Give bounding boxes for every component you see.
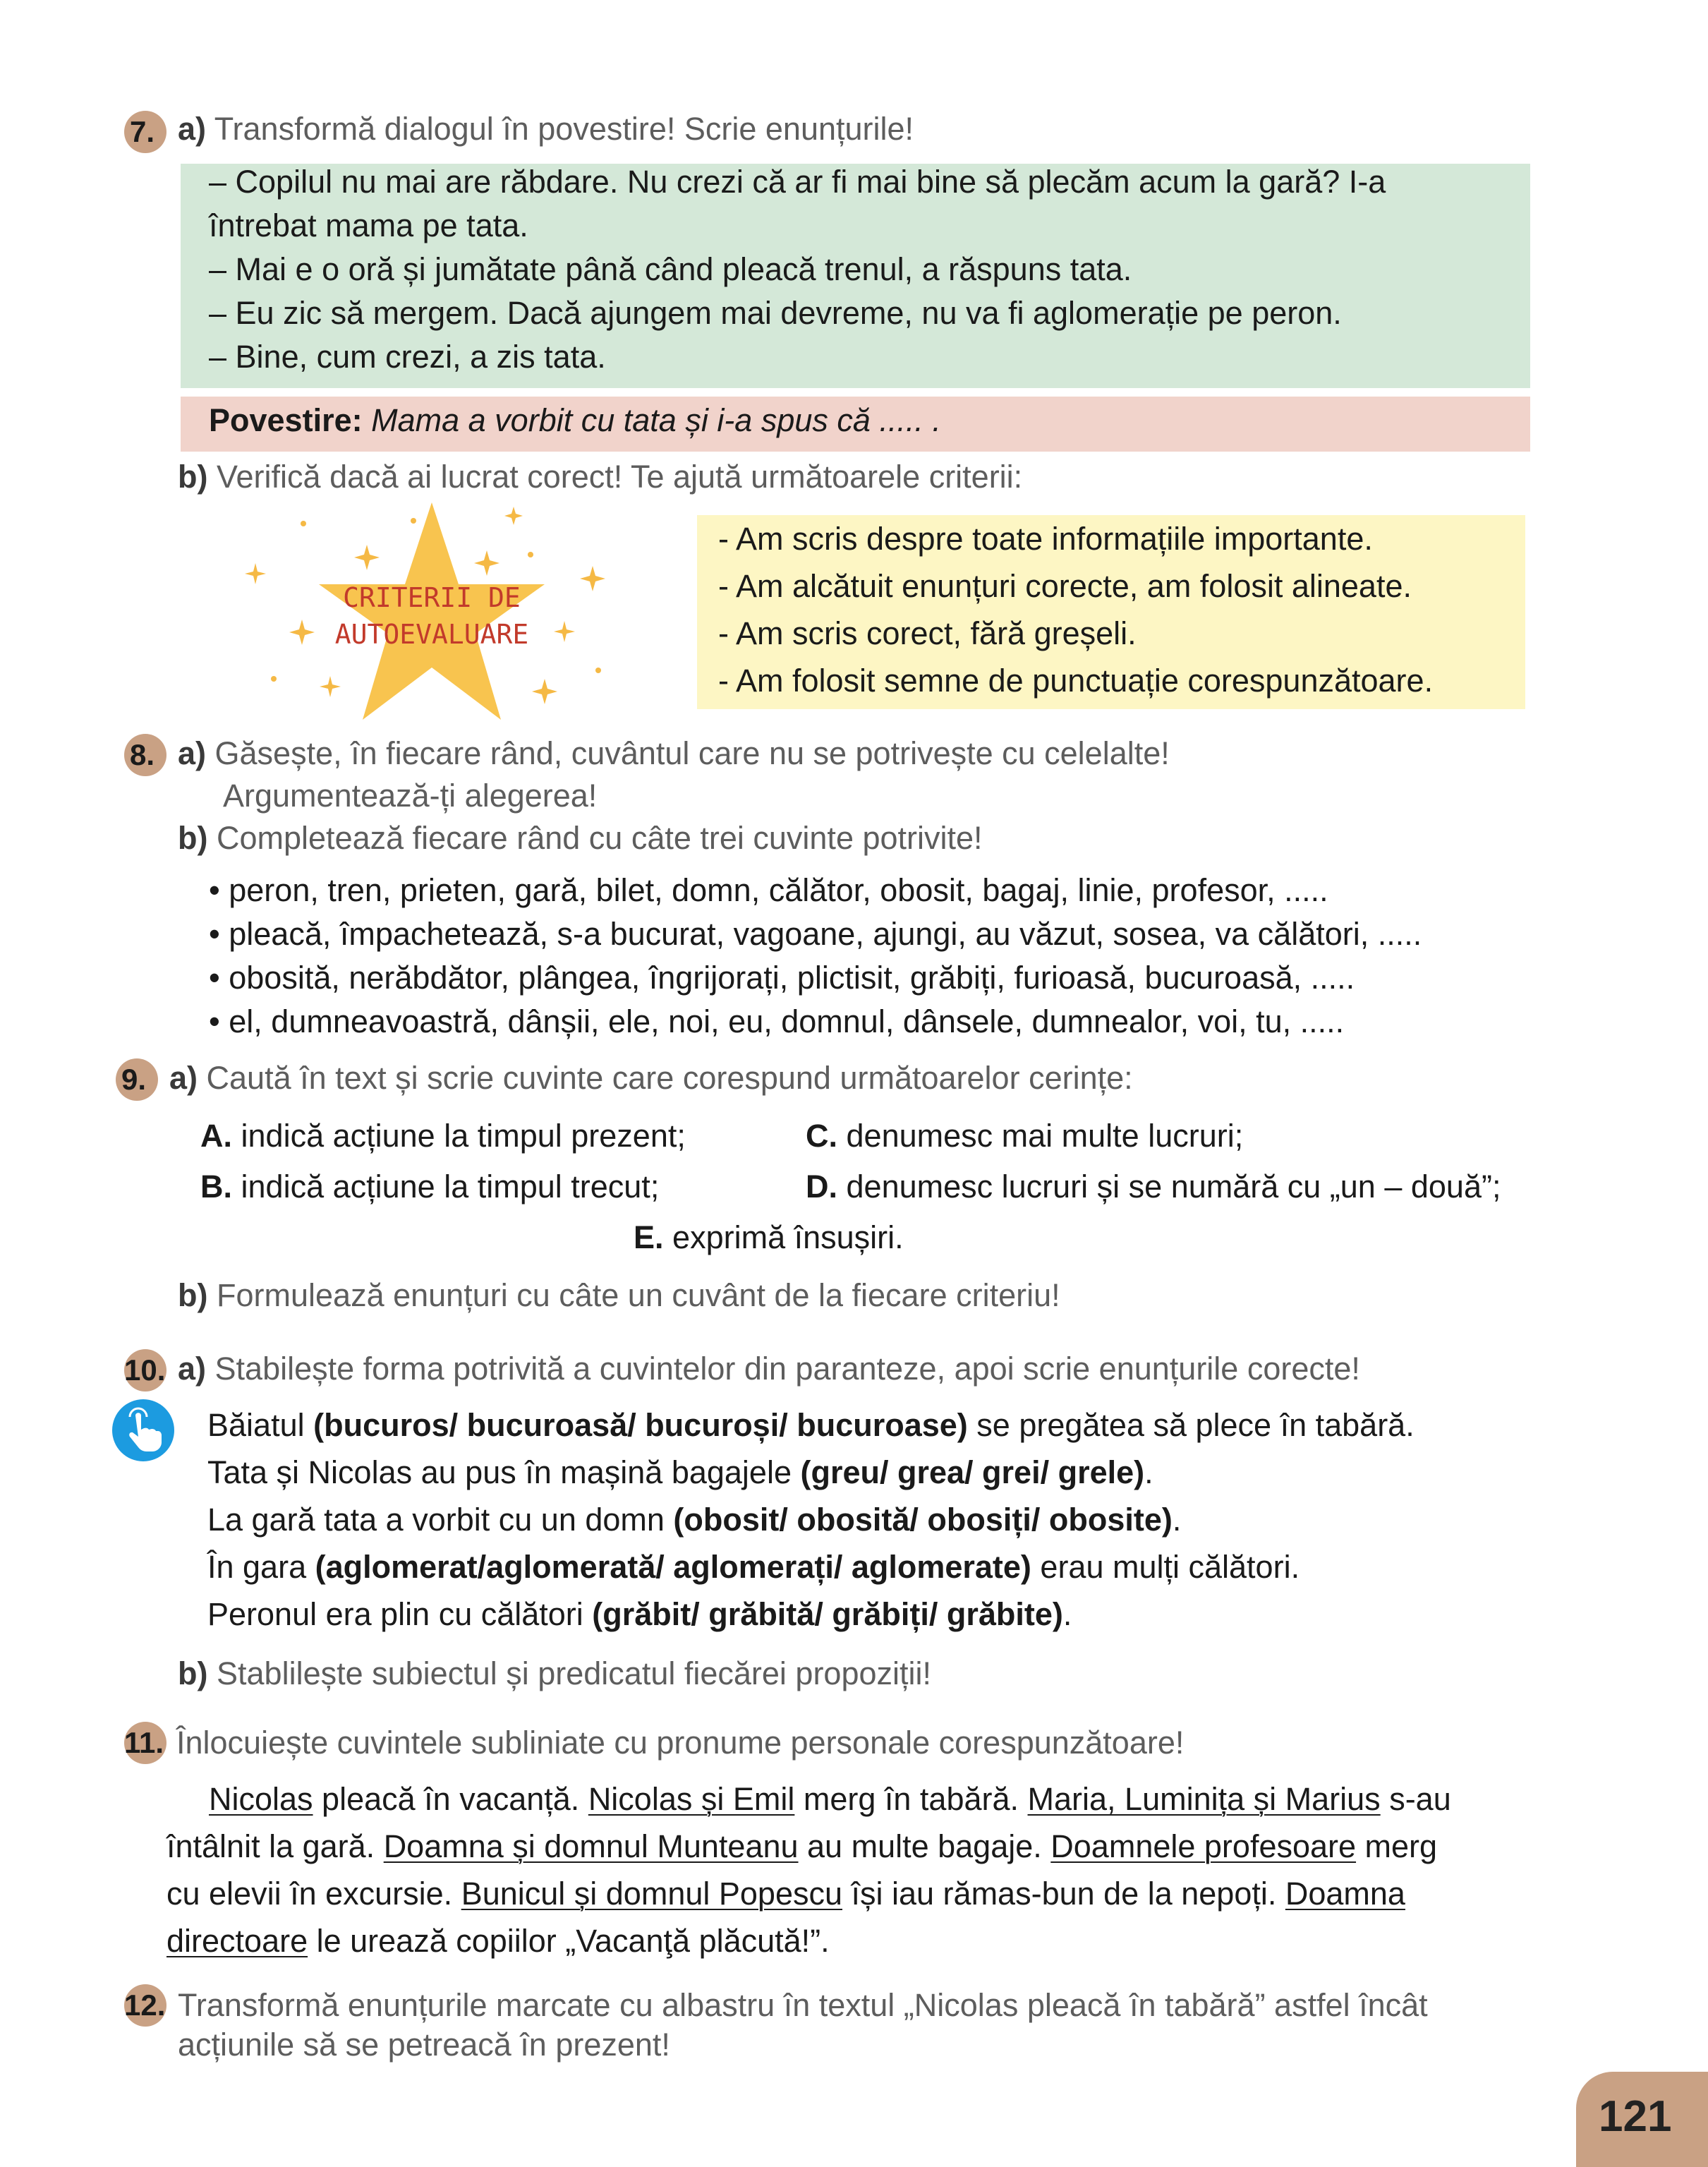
dialog-line: – Bine, cum crezi, a zis tata. [209,339,606,375]
exercise-12-instruction: Transformă enunțurile marcate cu albastru în textul „Nicolas pleacă în tabără” astfel încât [178,1987,1428,2023]
star-label-line1: CRITERII DE [343,582,521,613]
criteria-item: - Am scris corect, fără greșeli. [718,615,1137,651]
sentence-line: Tata și Nicolas au pus în mașină bagajele (greu/ grea/ grei/ grele). [207,1454,1153,1490]
paragraph-line: cu elevii în excursie. Bunicul și domnul Popescu își iau rămas-bun de la nepoți. Doamna [166,1876,1405,1912]
hand-pointer-icon [111,1399,175,1462]
paragraph-line: directoare le urează copiilor „Vacanţă plăcută!”. [166,1923,830,1959]
exercise-10b-instruction: b) Stablilește subiectul și predicatul fiecărei propoziții! [178,1655,932,1691]
exercise-11-instruction: Înlocuiește cuvintele subliniate cu pronume personale corespunzătoare! [176,1725,1185,1761]
criterion-D: D. denumesc lucruri și se numără cu „un – două”; [806,1169,1501,1205]
exercise-8a-instruction-cont: Argumentează-ți alegerea! [223,778,598,814]
exercise-12-instruction-cont: acțiunile să se petreacă în prezent! [178,2027,670,2063]
sentence-line: La gară tata a vorbit cu un domn (obosit/ obosită/ obosiți/ obosite). [207,1502,1182,1538]
exercise-12-badge: 12. [124,1984,166,2027]
sentence-line: În gara (aglomerat/aglomerată/ aglomerați/ aglomerate) erau mulți călători. [207,1549,1300,1585]
exercise-8-badge: 8. [124,734,166,776]
exercise-10-badge: 10. [124,1349,166,1392]
dialog-line: – Mai e o oră și jumătate până când pleacă trenul, a răspuns tata. [209,251,1132,287]
sentence-line: Peronul era plin cu călători (grăbit/ grăbită/ grăbiți/ grăbite). [207,1596,1072,1632]
word-row: • pleacă, împachetează, s-a bucurat, vagoane, ajungi, au văzut, sosea, va călători, ..... [209,916,1422,952]
word-row: • el, dumneavoastră, dânșii, ele, noi, eu, domnul, dânsele, dumnealor, voi, tu, ..... [209,1003,1345,1039]
exercise-9a-instruction: a) Caută în text și scrie cuvinte care corespund următoarelor cerințe: [169,1060,1133,1096]
criterion-C: C. denumesc mai multe lucruri; [806,1118,1244,1154]
exercise-10a-instruction: a) Stabilește forma potrivită a cuvintelor din paranteze, apoi scrie enunțurile corecte! [178,1351,1360,1387]
exercise-7b-instruction: b) Verifică dacă ai lucrat corect! Te ajută următoarele criterii: [178,459,1023,495]
star-icon [240,494,621,734]
criteria-item: - Am scris despre toate informațiile importante. [718,521,1373,557]
exercise-11-badge: 11. [124,1722,166,1764]
page-number: 121 [1599,2092,1672,2141]
criteria-item: - Am folosit semne de punctuație corespunzătoare. [718,663,1434,699]
story-prompt: Povestire: Mama a vorbit cu tata și i-a spus că ..... . [209,402,941,438]
dialog-line: – Eu zic să mergem. Dacă ajungem mai devreme, nu va fi aglomerație pe peron. [209,295,1342,331]
sentence-line: Băiatul (bucuros/ bucuroasă/ bucuroși/ bucuroase) se pregătea să plece în tabără. [207,1407,1415,1443]
criteria-item: - Am alcătuit enunțuri corecte, am folosit alineate. [718,568,1412,604]
criterion-E: E. exprimă însușiri. [634,1219,904,1255]
paragraph-line: Nicolas pleacă în vacanță. Nicolas și Emil merg în tabără. Maria, Luminița și Marius s-au [209,1781,1451,1817]
criterion-A: A. indică acțiune la timpul prezent; [200,1118,686,1154]
exercise-7-badge: 7. [124,111,166,153]
exercise-9-badge: 9. [116,1058,158,1101]
exercise-7a-instruction: a) Transformă dialogul în povestire! Scrie enunțurile! [178,111,914,147]
star-label-line2: AUTOEVALUARE [334,619,529,650]
exercise-8b-instruction: b) Completează fiecare rând cu câte trei cuvinte potrivite! [178,820,983,856]
paragraph-line: întâlnit la gară. Doamna și domnul Munteanu au multe bagaje. Doamnele profesoare merg [166,1828,1438,1864]
page-number-tab [1576,2072,1708,2167]
dialog-line: întrebat mama pe tata. [209,207,528,243]
exercise-9b-instruction: b) Formulează enunțuri cu câte un cuvânt de la fiecare criteriu! [178,1277,1060,1313]
exercise-8a-instruction: a) Găsește, în fiecare rând, cuvântul care nu se potrivește cu celelalte! [178,735,1170,771]
word-row: • peron, tren, prieten, gară, bilet, domn, călător, obosit, bagaj, linie, profesor, ..... [209,872,1328,908]
word-row: • obosită, nerăbdător, plângea, îngrijorați, plictisit, grăbiți, furioasă, bucuroasă, ..... [209,960,1355,996]
criterion-B: B. indică acțiune la timpul trecut; [200,1169,660,1205]
dialog-line: – Copilul nu mai are răbdare. Nu crezi că ar fi mai bine să plecăm acum la gară? I-a [209,164,1386,200]
